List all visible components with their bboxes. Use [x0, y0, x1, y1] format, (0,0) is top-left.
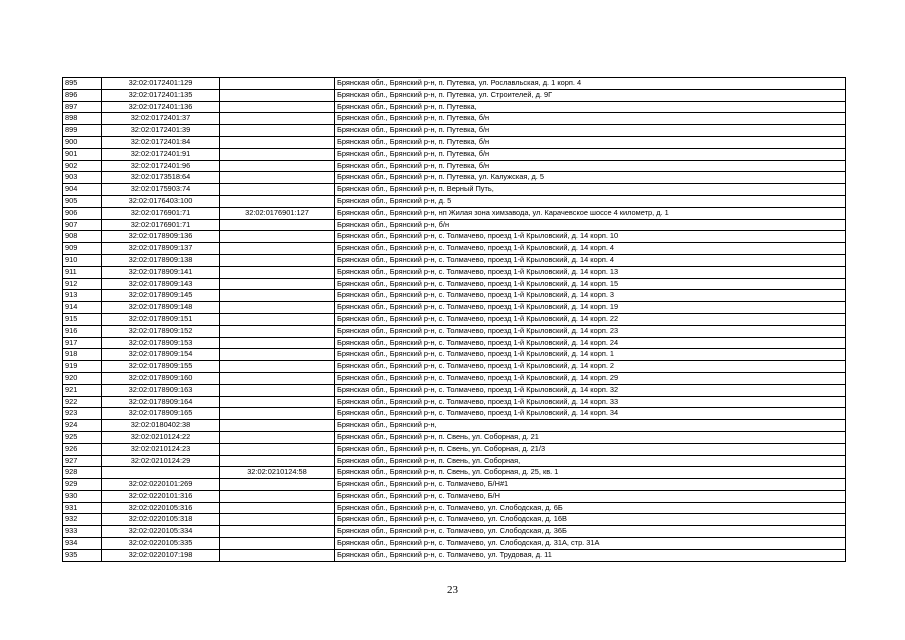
address-cell: Брянская обл., Брянский р-н, с. Толмачево, проезд 1-й Крыловский, д. 14 корп. 10	[335, 231, 846, 243]
row-number-cell: 897	[63, 101, 102, 113]
table-row	[63, 467, 846, 479]
row-number-cell: 896	[63, 89, 102, 101]
cadastral-number-cell: 32:02:0210124:29	[102, 455, 220, 467]
cadastral-number-cell: 32:02:0172401:37	[102, 113, 220, 125]
address-cell: Брянская обл., Брянский р-н, нп Жилая зона химзавода, ул. Карачевское шоссе 4 километр, д. 1	[335, 207, 846, 219]
table-row	[63, 278, 846, 290]
row-number-cell: 917	[63, 337, 102, 349]
cadastral-number-cell: 32:02:0172401:129	[102, 78, 220, 90]
table-row	[63, 479, 846, 491]
related-cadastral-number-cell	[220, 101, 335, 113]
cadastral-number-cell: 32:02:0210124:23	[102, 443, 220, 455]
cadastral-number-cell: 32:02:0176403:100	[102, 195, 220, 207]
address-cell: Брянская обл., Брянский р-н,	[335, 420, 846, 432]
cadastral-number-cell: 32:02:0220105:335	[102, 538, 220, 550]
related-cadastral-number-cell	[220, 337, 335, 349]
related-cadastral-number-cell	[220, 514, 335, 526]
table-row	[63, 254, 846, 266]
row-number-cell: 932	[63, 514, 102, 526]
related-cadastral-number-cell	[220, 125, 335, 137]
row-number-cell: 921	[63, 384, 102, 396]
related-cadastral-number-cell	[220, 113, 335, 125]
address-cell: Брянская обл., Брянский р-н, с. Толмачево, проезд 1-й Крыловский, д. 14 корп. 4	[335, 243, 846, 255]
table-row	[63, 538, 846, 550]
table-row	[63, 337, 846, 349]
cadastral-number-cell: 32:02:0178909:163	[102, 384, 220, 396]
address-cell: Брянская обл., Брянский р-н, с. Толмачево, проезд 1-й Крыловский, д. 14 корп. 22	[335, 313, 846, 325]
cadastral-number-cell: 32:02:0178909:153	[102, 337, 220, 349]
row-number-cell: 913	[63, 290, 102, 302]
row-number-cell: 902	[63, 160, 102, 172]
row-number-cell: 920	[63, 372, 102, 384]
related-cadastral-number-cell	[220, 372, 335, 384]
address-cell: Брянская обл., Брянский р-н, с. Толмачево, ул. Слободская, д. 6Б	[335, 502, 846, 514]
related-cadastral-number-cell	[220, 172, 335, 184]
cadastral-number-cell: 32:02:0178909:155	[102, 361, 220, 373]
table-row	[63, 113, 846, 125]
address-cell: Брянская обл., Брянский р-н, п. Свень, ул. Соборная, д. 21/3	[335, 443, 846, 455]
row-number-cell: 904	[63, 184, 102, 196]
address-cell: Брянская обл., Брянский р-н, п. Путевка, б/н	[335, 160, 846, 172]
row-number-cell: 928	[63, 467, 102, 479]
row-number-cell: 927	[63, 455, 102, 467]
table-row	[63, 78, 846, 90]
table-row	[63, 207, 846, 219]
cadastral-number-cell: 32:02:0178909:141	[102, 266, 220, 278]
table-row	[63, 384, 846, 396]
cadastral-number-cell: 32:02:0172401:84	[102, 136, 220, 148]
table-row	[63, 313, 846, 325]
table-row	[63, 502, 846, 514]
table-row	[63, 549, 846, 561]
table-row	[63, 172, 846, 184]
cadastral-number-cell: 32:02:0180402:38	[102, 420, 220, 432]
related-cadastral-number-cell	[220, 549, 335, 561]
cadastral-number-cell: 32:02:0220107:198	[102, 549, 220, 561]
related-cadastral-number-cell	[220, 278, 335, 290]
row-number-cell: 906	[63, 207, 102, 219]
table-row	[63, 443, 846, 455]
table-row	[63, 302, 846, 314]
table-row	[63, 125, 846, 137]
table-row	[63, 231, 846, 243]
related-cadastral-number-cell	[220, 184, 335, 196]
related-cadastral-number-cell	[220, 254, 335, 266]
address-cell: Брянская обл., Брянский р-н, с. Толмачево, проезд 1-й Крыловский, д. 14 корп. 13	[335, 266, 846, 278]
table-row	[63, 219, 846, 231]
cadastral-number-cell: 32:02:0178909:151	[102, 313, 220, 325]
page-number: 23	[447, 584, 458, 596]
table-row	[63, 408, 846, 420]
row-number-cell: 901	[63, 148, 102, 160]
cadastral-number-cell: 32:02:0178909:145	[102, 290, 220, 302]
row-number-cell: 908	[63, 231, 102, 243]
address-cell: Брянская обл., Брянский р-н, с. Толмачево, проезд 1-й Крыловский, д. 14 корп. 2	[335, 361, 846, 373]
table-row	[63, 184, 846, 196]
table-row	[63, 243, 846, 255]
address-cell: Брянская обл., Брянский р-н, п. Верный Путь,	[335, 184, 846, 196]
related-cadastral-number-cell	[220, 325, 335, 337]
cadastral-number-cell: 32:02:0172401:39	[102, 125, 220, 137]
row-number-cell: 933	[63, 526, 102, 538]
row-number-cell: 899	[63, 125, 102, 137]
row-number-cell: 905	[63, 195, 102, 207]
address-cell: Брянская обл., Брянский р-н, п. Путевка, ул. Строителей, д. 9Г	[335, 89, 846, 101]
row-number-cell: 934	[63, 538, 102, 550]
row-number-cell: 918	[63, 349, 102, 361]
row-number-cell: 915	[63, 313, 102, 325]
row-number-cell: 909	[63, 243, 102, 255]
cadastral-table	[62, 77, 846, 562]
related-cadastral-number-cell	[220, 396, 335, 408]
address-cell: Брянская обл., Брянский р-н, с. Толмачево, проезд 1-й Крыловский, д. 14 корп. 4	[335, 254, 846, 266]
address-cell: Брянская обл., Брянский р-н, п. Свень, ул. Соборная, д. 21	[335, 431, 846, 443]
row-number-cell: 895	[63, 78, 102, 90]
related-cadastral-number-cell	[220, 148, 335, 160]
related-cadastral-number-cell	[220, 455, 335, 467]
cadastral-number-cell: 32:02:0172401:91	[102, 148, 220, 160]
table-row	[63, 372, 846, 384]
address-cell: Брянская обл., Брянский р-н, с. Толмачево, проезд 1-й Крыловский, д. 14 корп. 19	[335, 302, 846, 314]
cadastral-number-cell: 32:02:0178909:143	[102, 278, 220, 290]
row-number-cell: 914	[63, 302, 102, 314]
table-row	[63, 195, 846, 207]
table-row	[63, 349, 846, 361]
cadastral-number-cell: 32:02:0178909:164	[102, 396, 220, 408]
related-cadastral-number-cell	[220, 420, 335, 432]
cadastral-number-cell: 32:02:0178909:154	[102, 349, 220, 361]
row-number-cell: 923	[63, 408, 102, 420]
related-cadastral-number-cell	[220, 408, 335, 420]
cadastral-number-cell: 32:02:0178909:152	[102, 325, 220, 337]
cadastral-number-cell	[102, 467, 220, 479]
address-cell: Брянская обл., Брянский р-н, п. Путевка,	[335, 101, 846, 113]
cadastral-number-cell: 32:02:0178909:148	[102, 302, 220, 314]
cadastral-number-cell: 32:02:0220101:269	[102, 479, 220, 491]
related-cadastral-number-cell	[220, 479, 335, 491]
cadastral-number-cell: 32:02:0220105:316	[102, 502, 220, 514]
table-body	[63, 78, 846, 562]
table-row	[63, 266, 846, 278]
cadastral-number-cell: 32:02:0210124:22	[102, 431, 220, 443]
cadastral-number-cell: 32:02:0220105:334	[102, 526, 220, 538]
table-row	[63, 514, 846, 526]
address-cell: Брянская обл., Брянский р-н, с. Толмачево, проезд 1-й Крыловский, д. 14 корп. 3	[335, 290, 846, 302]
related-cadastral-number-cell	[220, 160, 335, 172]
row-number-cell: 907	[63, 219, 102, 231]
cadastral-number-cell: 32:02:0172401:135	[102, 89, 220, 101]
related-cadastral-number-cell: 32:02:0210124:58	[220, 467, 335, 479]
address-cell: Брянская обл., Брянский р-н, с. Толмачево, ул. Слободская, д. 31А, стр. 31А	[335, 538, 846, 550]
address-cell: Брянская обл., Брянский р-н, с. Толмачево, ул. Трудовая, д. 11	[335, 549, 846, 561]
related-cadastral-number-cell	[220, 302, 335, 314]
row-number-cell: 916	[63, 325, 102, 337]
address-cell: Брянская обл., Брянский р-н, с. Толмачево, проезд 1-й Крыловский, д. 14 корп. 1	[335, 349, 846, 361]
table-row	[63, 290, 846, 302]
table-row	[63, 420, 846, 432]
cadastral-number-cell: 32:02:0172401:96	[102, 160, 220, 172]
row-number-cell: 898	[63, 113, 102, 125]
related-cadastral-number-cell	[220, 502, 335, 514]
related-cadastral-number-cell	[220, 313, 335, 325]
table-row	[63, 160, 846, 172]
address-cell: Брянская обл., Брянский р-н, д. 5	[335, 195, 846, 207]
table-row	[63, 526, 846, 538]
table-row	[63, 455, 846, 467]
related-cadastral-number-cell	[220, 443, 335, 455]
cadastral-number-cell: 32:02:0178909:137	[102, 243, 220, 255]
table-row	[63, 361, 846, 373]
related-cadastral-number-cell	[220, 490, 335, 502]
address-cell: Брянская обл., Брянский р-н, б/н	[335, 219, 846, 231]
cadastral-number-cell: 32:02:0173518:64	[102, 172, 220, 184]
row-number-cell: 903	[63, 172, 102, 184]
address-cell: Брянская обл., Брянский р-н, с. Толмачево, ул. Слободская, д. 36Б	[335, 526, 846, 538]
cadastral-number-cell: 32:02:0172401:136	[102, 101, 220, 113]
related-cadastral-number-cell	[220, 195, 335, 207]
row-number-cell: 924	[63, 420, 102, 432]
related-cadastral-number-cell	[220, 384, 335, 396]
address-cell: Брянская обл., Брянский р-н, п. Путевка, ул. Рославльская, д. 1 корп. 4	[335, 78, 846, 90]
related-cadastral-number-cell	[220, 526, 335, 538]
row-number-cell: 926	[63, 443, 102, 455]
table-row	[63, 101, 846, 113]
cadastral-number-cell: 32:02:0178909:138	[102, 254, 220, 266]
cadastral-number-cell: 32:02:0176901:71	[102, 219, 220, 231]
address-cell: Брянская обл., Брянский р-н, п. Свень, ул. Соборная, д. 25, кв. 1	[335, 467, 846, 479]
related-cadastral-number-cell	[220, 78, 335, 90]
related-cadastral-number-cell: 32:02:0176901:127	[220, 207, 335, 219]
address-cell: Брянская обл., Брянский р-н, п. Путевка, б/н	[335, 136, 846, 148]
related-cadastral-number-cell	[220, 349, 335, 361]
related-cadastral-number-cell	[220, 361, 335, 373]
address-cell: Брянская обл., Брянский р-н, с. Толмачево, проезд 1-й Крыловский, д. 14 корп. 24	[335, 337, 846, 349]
address-cell: Брянская обл., Брянский р-н, п. Путевка, ул. Калужская, д. 5	[335, 172, 846, 184]
related-cadastral-number-cell	[220, 538, 335, 550]
address-cell: Брянская обл., Брянский р-н, с. Толмачево, проезд 1-й Крыловский, д. 14 корп. 32	[335, 384, 846, 396]
address-cell: Брянская обл., Брянский р-н, п. Свень, ул. Соборная,	[335, 455, 846, 467]
address-cell: Брянская обл., Брянский р-н, с. Толмачево, проезд 1-й Крыловский, д. 14 корп. 33	[335, 396, 846, 408]
row-number-cell: 930	[63, 490, 102, 502]
address-cell: Брянская обл., Брянский р-н, с. Толмачево, проезд 1-й Крыловский, д. 14 корп. 29	[335, 372, 846, 384]
address-cell: Брянская обл., Брянский р-н, п. Путевка, б/н	[335, 125, 846, 137]
cadastral-number-cell: 32:02:0178909:165	[102, 408, 220, 420]
table-row	[63, 490, 846, 502]
address-cell: Брянская обл., Брянский р-н, с. Толмачево, проезд 1-й Крыловский, д. 14 корп. 15	[335, 278, 846, 290]
row-number-cell: 931	[63, 502, 102, 514]
table-row	[63, 325, 846, 337]
related-cadastral-number-cell	[220, 290, 335, 302]
related-cadastral-number-cell	[220, 431, 335, 443]
address-cell: Брянская обл., Брянский р-н, с. Толмачево, Б/Н	[335, 490, 846, 502]
table-row	[63, 148, 846, 160]
cadastral-number-cell: 32:02:0175903:74	[102, 184, 220, 196]
cadastral-number-cell: 32:02:0178909:160	[102, 372, 220, 384]
related-cadastral-number-cell	[220, 136, 335, 148]
related-cadastral-number-cell	[220, 219, 335, 231]
row-number-cell: 919	[63, 361, 102, 373]
related-cadastral-number-cell	[220, 231, 335, 243]
row-number-cell: 900	[63, 136, 102, 148]
row-number-cell: 910	[63, 254, 102, 266]
row-number-cell: 912	[63, 278, 102, 290]
address-cell: Брянская обл., Брянский р-н, с. Толмачево, проезд 1-й Крыловский, д. 14 корп. 23	[335, 325, 846, 337]
address-cell: Брянская обл., Брянский р-н, с. Толмачево, проезд 1-й Крыловский, д. 14 корп. 34	[335, 408, 846, 420]
row-number-cell: 911	[63, 266, 102, 278]
related-cadastral-number-cell	[220, 266, 335, 278]
address-cell: Брянская обл., Брянский р-н, с. Толмачево, Б/Н#1	[335, 479, 846, 491]
row-number-cell: 922	[63, 396, 102, 408]
table-row	[63, 136, 846, 148]
cadastral-number-cell: 32:02:0178909:136	[102, 231, 220, 243]
related-cadastral-number-cell	[220, 89, 335, 101]
address-cell: Брянская обл., Брянский р-н, с. Толмачево, ул. Слободская, д. 16В	[335, 514, 846, 526]
row-number-cell: 925	[63, 431, 102, 443]
row-number-cell: 929	[63, 479, 102, 491]
table-row	[63, 396, 846, 408]
cadastral-number-cell: 32:02:0176901:71	[102, 207, 220, 219]
related-cadastral-number-cell	[220, 243, 335, 255]
address-cell: Брянская обл., Брянский р-н, п. Путевка, б/н	[335, 148, 846, 160]
table-row	[63, 89, 846, 101]
cadastral-number-cell: 32:02:0220101:316	[102, 490, 220, 502]
table-row	[63, 431, 846, 443]
row-number-cell: 935	[63, 549, 102, 561]
cadastral-number-cell: 32:02:0220105:318	[102, 514, 220, 526]
address-cell: Брянская обл., Брянский р-н, п. Путевка, б/н	[335, 113, 846, 125]
